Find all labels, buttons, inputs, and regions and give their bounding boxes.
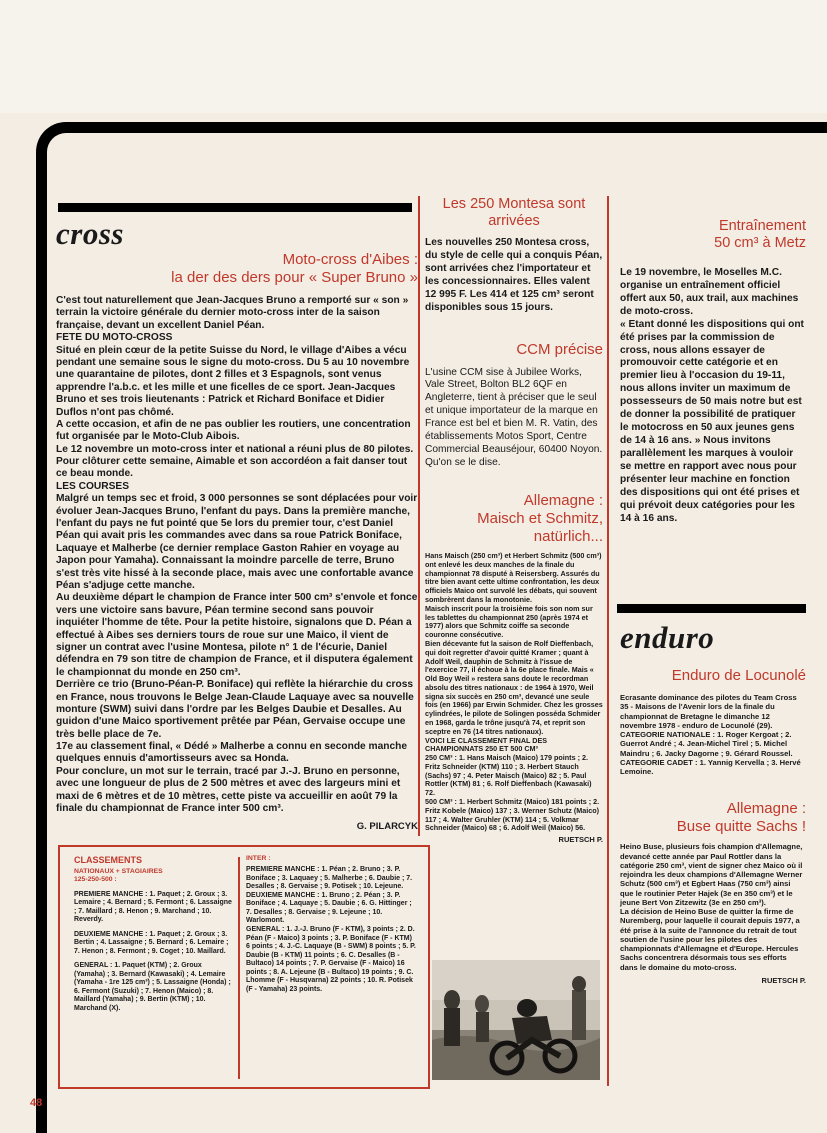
- cross-paragraph: A cette occasion, et afin de ne pas oublier les routiers, une concentration fut organisée par le Moto-Club Aibois.: [56, 418, 411, 443]
- buse-headline-line2: Buse quitte Sachs !: [676, 818, 806, 836]
- enduro-headline: Enduro de Locunolé: [671, 667, 806, 684]
- cross-signature: G. PILARCYK: [356, 821, 418, 833]
- allemagne-text: Bien décevante fut la saison de Rolf Dieffenbach, qui doit regretter d'avoir quitté Kramer ; quant à Adolf Weil, dauphin de Schmitz à l'issue de l'exercice 77, il échoue à la 6e place finale. Mais « Old Boy Weil » restera sans doute le recordman absolu des titres nationaux : de 1964 à 1970, Weil signa six succès en 250 cm³, devancé une seule fois (en 1966) par Erwin Schmider. Chez les grosses cylindrées, le pilote de Solingen posséda Schmider en 1968, garda le trône jusqu'à 74, et reprit son sceptre en 76 (14 titres nationaux).: [425, 638, 603, 736]
- cross-paragraph: C'est tout naturellement que Jean-Jacques Bruno a remporté sur « son » terrain la victoire générale du dernier moto-cross inter de la saison française, devant un excellent Daniel Péan.: [56, 295, 409, 331]
- cross-paragraph: Au deuxième départ le champion de France inter 500 cm³ s'envole et fonce vers une victoire sans bavure, Péan termine second sans pouvoir inquiéter l'homme de tête. Pour la petite histoire, signalons que D. Péan a effectué à Aibes ses derniers tours de roue sur une Maico, il vient de signer un contrat avec l'usine Montesa, pilote n° 1 de l'écurie, Daniel défendra en 79 son titre de champion de France, et il disputera également le championnat du monde en 250 cm³.: [56, 592, 418, 678]
- cross-paragraph: Le 12 novembre un moto-cross inter et national a réuni plus de 80 pilotes. Pour clôturer cette semaine, Aimable et son accordéon a fait danser tout ce beau monde.: [56, 443, 414, 480]
- motocross-photo-graphic: [432, 960, 600, 1080]
- cross-rule: [58, 203, 412, 212]
- classement-block: DEUXIEME MANCHE : 1. Paquet ; 2. Groux ; 3. Bertin ; 4. Lassaigne ; 5. Bernard ; 6. Lemaire ; 7. Henon ; 8. Fermont ; 9. Coget ; 10. Maillard.: [74, 930, 229, 955]
- classements-national: [74, 855, 232, 1013]
- classement-block: PREMIERE MANCHE : 1. Péan ; 2. Bruno ; 3. P. Boniface ; 3. Laquaey ; 5. Malherbe ; 6. Daubie ; 7. Desalles ; 8. Gervaise ; 9. Potisek ; 10. Lejeune.: [246, 866, 413, 891]
- classements-subtitle-line2: 125-250-500 :: [74, 876, 117, 884]
- classements-box: [58, 845, 430, 1089]
- classements-subtitle-line1: NATIONAUX + STAGIAIRES: [74, 867, 163, 875]
- metz-text: Le 19 novembre, le Moselles M.C. organise un entraînement officiel offert aux 50, aux trail, aux machines de moto-cross.: [620, 266, 799, 317]
- cross-paragraph: Malgré un temps sec et froid, 3 000 personnes se sont déplacées pour voir évoluer Jean-Jacques Bruno, l'enfant du pays. Dans la première manche, l'enfant du pays ne fut pointé que 5e lors du premier tour, c'est Daniel Péan qui avait pris les commandes avec dans sa roue Patrick Boniface, Laquaye et Malherbe (ce dernier remplace Gaston Rahier en voyage au Japon pour Yamaha). Connaissant la moindre parcelle de terre, Bruno s'est très vite hissé à la seconde place, mais avec une confortable avance Péan s'adjuge cette manche.: [56, 493, 418, 591]
- middle-column: [425, 196, 603, 844]
- enduro-text: Ecrasante dominance des pilotes du Team Cross 35 - Maisons de l'Avenir lors de la finale du championnat de Bretagne le dimanche 12 novembre 1978 - enduro de Locunolé (29). CATEGORIE NATIONALE : 1. Roger Kergoat ; 2. Guerrot André ; 4. Jean-Michel Tirel ; 5. Michel Maindru ; 6. Jacky Dagorne ; 9. Gérard Roussel. CATEGORIE CADET : 1. Yannig Kervella ; 3. Hervé Lemoine.: [620, 693, 801, 776]
- metz-headline-line1: Entraînement: [718, 218, 806, 234]
- motocross-photo: [432, 960, 600, 1080]
- classements-inter: [246, 855, 416, 994]
- cross-article: [56, 218, 418, 832]
- allemagne-text: 250 CM³ : 1. Hans Maisch (Maico) 179 points ; 2. Fritz Schneider (KTM) 110 ; 3. Herbert Stauch (Sachs) 97 ; 4. Peter Maisch (Maico) 82 ; 5. Paul Rottler (KTM) 81 ; 6. Rolf Dieffenbach (Kawasaki) 72.: [425, 753, 592, 798]
- allemagne-text: Maisch inscrit pour la troisième fois son nom sur les tablettes du championnat 250 (après 1974 et 1977) alors que Schmitz coiffe sa seconde couronne consécutive.: [425, 603, 593, 640]
- right-column: [620, 218, 806, 526]
- metz-headline-line2: 50 cm³ à Metz: [714, 235, 806, 252]
- cross-paragraph: Pour conclure, un mot sur le terrain, tracé par J.-J. Bruno en personne, avec une longueur de plus de 2 500 mètres et avec des largeurs mini et maxi de 6 mètres et de 10 mètres, cette piste va accueillir en août 79 la finale du championnat de France inter 500 cm³.: [56, 765, 401, 815]
- cross-subhead: FETE DU MOTO-CROSS: [56, 332, 173, 344]
- allemagne-headline-line1: Allemagne :: [523, 492, 603, 510]
- classement-block: PREMIERE MANCHE : 1. Paquet ; 2. Groux ; 3. Lemaire ; 4. Bernard ; 5. Fermont ; 6. Lassaigne ; 7. Maillard ; 8. Henon ; 9. Marchand ; 10. Reverdy.: [74, 890, 232, 924]
- classement-block: GENERAL : 1. Paquet (KTM) ; 2. Groux (Yamaha) ; 3. Bernard (Kawasaki) ; 4. Lemaire (Yamaha - 1re 125 cm³) ; 5. Lassaigne (Honda) ; 6. Fermont (Suzuki) ; 7. Henon (Maico) ; 8. Maillard (Yamaha) ; 9. Bertin (KTM) ; 10. Marchand (X).: [74, 962, 231, 1012]
- cross-paragraph: Situé en plein cœur de la petite Suisse du Nord, le village d'Aibes a vécu pendant une semaine sous le signe du moto-cross. Du 5 au 10 novembre une quarantaine de pilotes, dont 2 filles et 3 Espagnols, sont venus apprendre l'a.b.c. et les mille et une ficelles de ce sport. Jean-Jacques Bruno et ses trois lieutenants : Patrick et Richard Boniface et Didier Duflos n'ont pas chômé.: [56, 344, 410, 418]
- enduro-rule: [617, 604, 806, 613]
- classements-divider: [238, 857, 240, 1079]
- cross-paragraph: Derrière ce trio (Bruno-Péan-P. Boniface) qui reflète la hiérarchie du cross en France, nous trouvons le Belge Jean-Claude Laquaye avec sa nouvelle monture (SWM) suivi dans l'ordre par les Belges Daubie et Desalles. Au guidon d'une Maico sportivement prêtée par Péan, Gervaise occupe une très belle place de 7e.: [56, 679, 414, 740]
- top-margin: [0, 0, 827, 113]
- buse-text: Heino Buse, plusieurs fois champion d'Allemagne, devancé cette année par Paul Rottler dans la catégorie 250 cm³, vient de signer chez Maico où il rejoindra les deux champions d'Allemagne Werner Schutz (500 cm³) et Egbert Haas (750 cm³) ainsi que le routinier Peter Hajek (3e en 350 cm³) et le jeune Bert Von Zitzewitz (3e en 250 cm³).: [620, 842, 803, 907]
- montesa-headline-line2: arrivées: [488, 213, 540, 230]
- allemagne-text: Hans Maisch (250 cm³) et Herbert Schmitz (500 cm³) ont enlevé les deux manches de la finale du championnat 78 disputé à Reisersberg. Assurés du titre bien avant cette ultime confrontation, les deux officiels Maico ont survolé les débats, qui souvent sombrèrent dans la monotonie.: [425, 551, 602, 605]
- buse-headline-line1: Allemagne :: [726, 800, 806, 818]
- classement-block: DEUXIEME MANCHE : 1. Bruno ; 2. Péan ; 3. P. Boniface ; 4. Laquaye ; 5. Daubie ; 6. G. Hittinger ; 7. Desalles ; 8. Gervaise ; 9. Lejeune ; 10. Warlomont.: [246, 891, 412, 925]
- montesa-headline-line1: Les 250 Montesa sont: [442, 196, 586, 212]
- montesa-text: Les nouvelles 250 Montesa cross, du style de celle qui a conquis Péan, sont arrivées chez l'importateur et les concessionnaires. Elles valent 12 995 F. Les 414 et 125 cm³ seront disponibles sous 15 jours.: [425, 236, 603, 313]
- buse-signature: RUETSCH P.: [761, 975, 806, 985]
- classements-subtitle: [74, 868, 232, 876]
- classements-title: CLASSEMENTS: [74, 855, 143, 865]
- classement-block: GENERAL : 1. J.-J. Bruno (F - KTM), 3 points ; 2. D. Péan (F - Maico) 3 points ; 3. P. Boniface (F - KTM) 6 points ; 4. J.-C. Laquaye (B - SWM) 8 points ; 5. P. Daubie (B - KTM) 11 points ; 6. C. Desalles (B - Bultaco) 14 points ; 7. P. Gervaise (F - Maico) 16 points ; 8. A. Lejeune (B - Bultaco) 19 points ; 9. C. Lhomme (F - Husqvarna) 22 points ; 10. R. Potisek (F - Yamaha) 23 points.: [246, 926, 416, 993]
- cross-headline-line2: la der des ders pour « Super Bruno »: [171, 269, 418, 286]
- column-rule-right: [607, 196, 609, 1086]
- cross-subhead: LES COURSES: [56, 480, 130, 492]
- buse-text: La décision de Heino Buse de quitter la firme de Nuremberg, pour laquelle il courait depuis 1977, a été prise à la suite de l'annonce du retrait de tout soutien de l'usine pour les pilotes des championnats d'Allemagne et d'Europe. Hercules Sachs concentrera désormais tous ses efforts dans le domaine du moto-cross.: [620, 907, 800, 972]
- allemagne-text: 500 CM³ : 1. Herbert Schmitz (Maico) 181 points ; 2. Fritz Kobele (Maico) 137 ; 3. Werner Schutz (Maico) 117 ; 4. Walter Gruhler (KTM) 114 ; 5. Volkmar Schneider (Maico) 68 ; 6. Adolf Weil (Maico) 56.: [425, 797, 600, 833]
- section-label-cross: cross: [56, 216, 124, 251]
- allemagne-headline-line2: Maisch et Schmitz,: [477, 510, 603, 528]
- section-label-enduro: enduro: [620, 620, 715, 655]
- allemagne-signature: RUETSCH P.: [558, 835, 603, 845]
- cross-headline-line1: Moto-cross d'Aibes :: [282, 251, 418, 268]
- metz-text: « Etant donné les dispositions qui ont été prises par la commission de cross, nous allons essayer de promouvoir cette catégorie et en premier lieu à l'occasion du 19-11, nous allons inviter un maximum de possesseurs de 50 mais notre but est de donner la possibilité de pratiquer le motocross en 50 aux jeunes gens de 14 à 16 ans. » Nous invitons parallèlement les marques à vouloir se mettre en rapport avec nous pour présenter leur machine en fonction des dispositions qui ont été prises et qui prévoit deux catégories pour les 14 à 16 ans.: [620, 318, 804, 524]
- enduro-article: [620, 622, 806, 985]
- page-number: 48: [30, 1097, 43, 1109]
- classements-inter-label: INTER :: [246, 855, 271, 862]
- column-rule-left: [418, 196, 420, 836]
- ccm-text: L'usine CCM sise à Jubilee Works, Vale Street, Bolton BL2 6QF en Angleterre, tient à préciser que le seul et unique importateur de la marque en France est bel et bien M. R. Vatin, des établissements Motos Sport, Centre Commercial Beauséjour, 60400 Noyon. Qu'on se le dise.: [425, 366, 603, 469]
- ccm-headline: CCM précise: [516, 340, 603, 358]
- cross-paragraph: 17e au classement final, « Dédé » Malherbe a connu en seconde manche quelques ennuis d'amortisseurs avec sa Honda.: [56, 741, 408, 765]
- allemagne-text: VOICI LE CLASSEMENT FINAL DES CHAMPIONNATS 250 ET 500 CM³: [425, 735, 548, 754]
- allemagne-headline-line3: natürlich...: [533, 528, 603, 546]
